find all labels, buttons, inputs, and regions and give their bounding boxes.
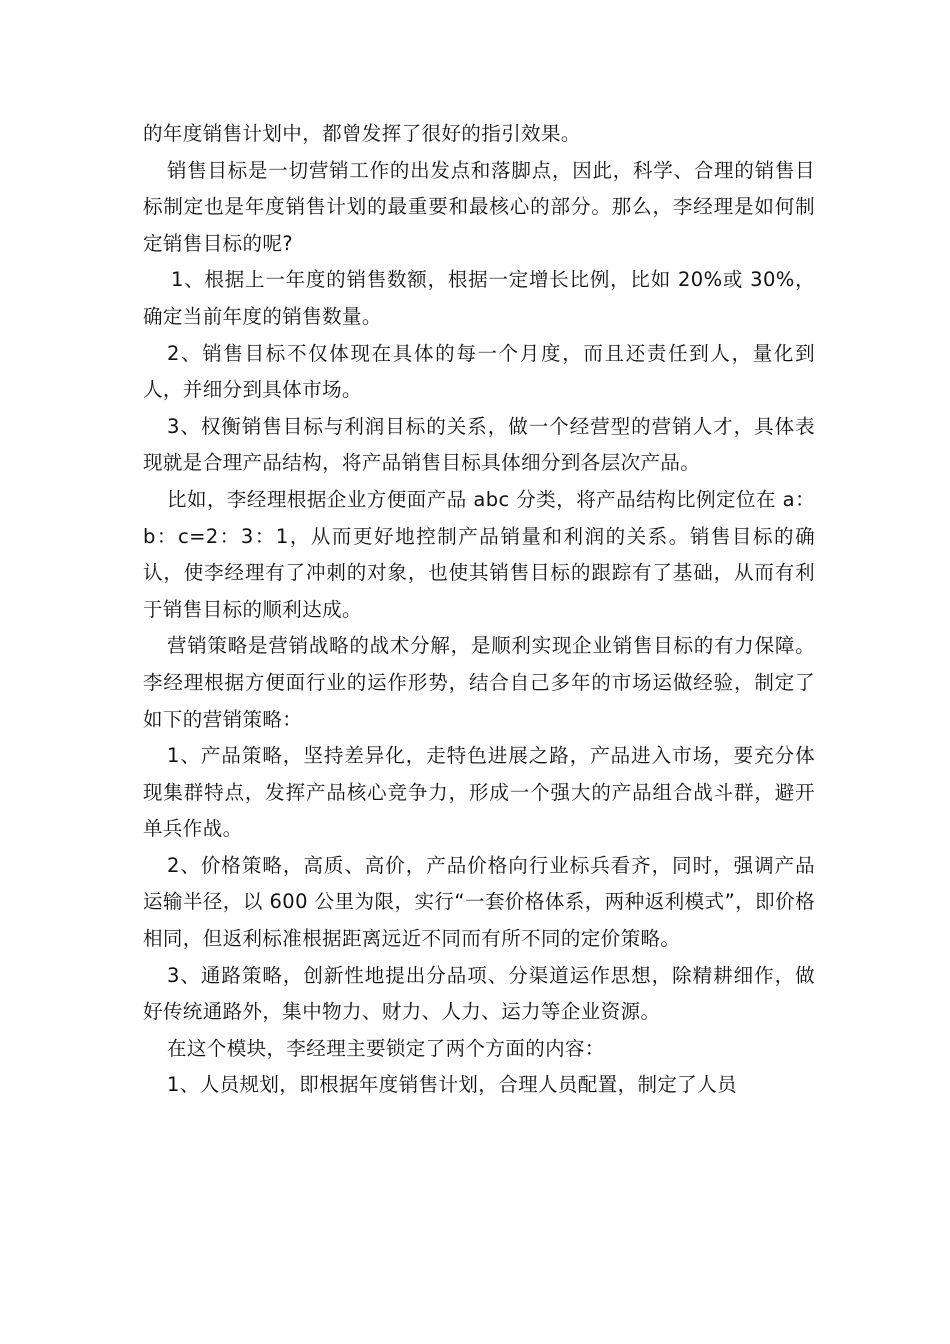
- paragraph-product-ratio: 比如，李经理根据企业方便面产品 abc 分类，将产品结构比例定位在 a：b：c=2：3：1，从而更好地控制产品销量和利润的关系。销售目标的确认，使李经理有了冲刺的对象，也使其销售目标的跟踪有了基础，从而有利于销售目标的顺利达成。: [143, 487, 815, 621]
- paragraph-module-intro: 在这个模块，李经理主要锁定了两个方面的内容：: [167, 1036, 605, 1060]
- document-body: [143, 116, 815, 1104]
- paragraph-product-strategy: 1、产品策略，坚持差异化，走特色进展之路，产品进入市场，要充分体现集群特点，发挥产品核心竞争力，形成一个强大的产品组合战斗群，避开单兵作战。: [143, 744, 815, 841]
- paragraph-marketing-strategy-intro: 营销策略是营销战略的战术分解，是顺利实现企业销售目标的有力保障。李经理根据方便面行业的运作形势，结合自己多年的市场运做经验，制定了如下的营销策略：: [143, 634, 815, 731]
- paragraph-target-item-1: 1、根据上一年度的销售数额，根据一定增长比例，比如 20%或 30%，确定当前年度的销售数量。: [143, 268, 815, 328]
- paragraph-sales-target-intro: 销售目标是一切营销工作的出发点和落脚点，因此，科学、合理的销售目标制定也是年度销售计划的最重要和最核心的部分。那么，李经理是如何制定销售目标的呢?: [143, 158, 815, 255]
- paragraph-price-strategy: 2、价格策略，高质、高价，产品价格向行业标兵看齐，同时，强调产品运输半径，以 600 公里为限，实行“一套价格体系，两种返利模式”，即价格相同，但返利标准根据距离远近不同而有所不同的定价策略。: [143, 853, 815, 951]
- paragraph-staff-planning: 1、人员规划，即根据年度销售计划，合理人员配置，制定了人员: [167, 1073, 738, 1097]
- paragraph-target-item-3: 3、权衡销售目标与利润目标的关系，做一个经营型的营销人才，具体表现就是合理产品结构，将产品销售目标具体细分到各层次产品。: [143, 414, 815, 475]
- paragraph-continuation: 的年度销售计划中，都曾发挥了很好的指引效果。: [143, 122, 581, 145]
- paragraph-target-item-2: 2、销售目标不仅体现在具体的每一个月度，而且还责任到人，量化到人，并细分到具体市场。: [143, 341, 815, 402]
- paragraph-channel-strategy: 3、通路策略，创新性地提出分品项、分渠道运作思想，除精耕细作，做好传统通路外，集中物力、财力、人力、运力等企业资源。: [143, 963, 815, 1024]
